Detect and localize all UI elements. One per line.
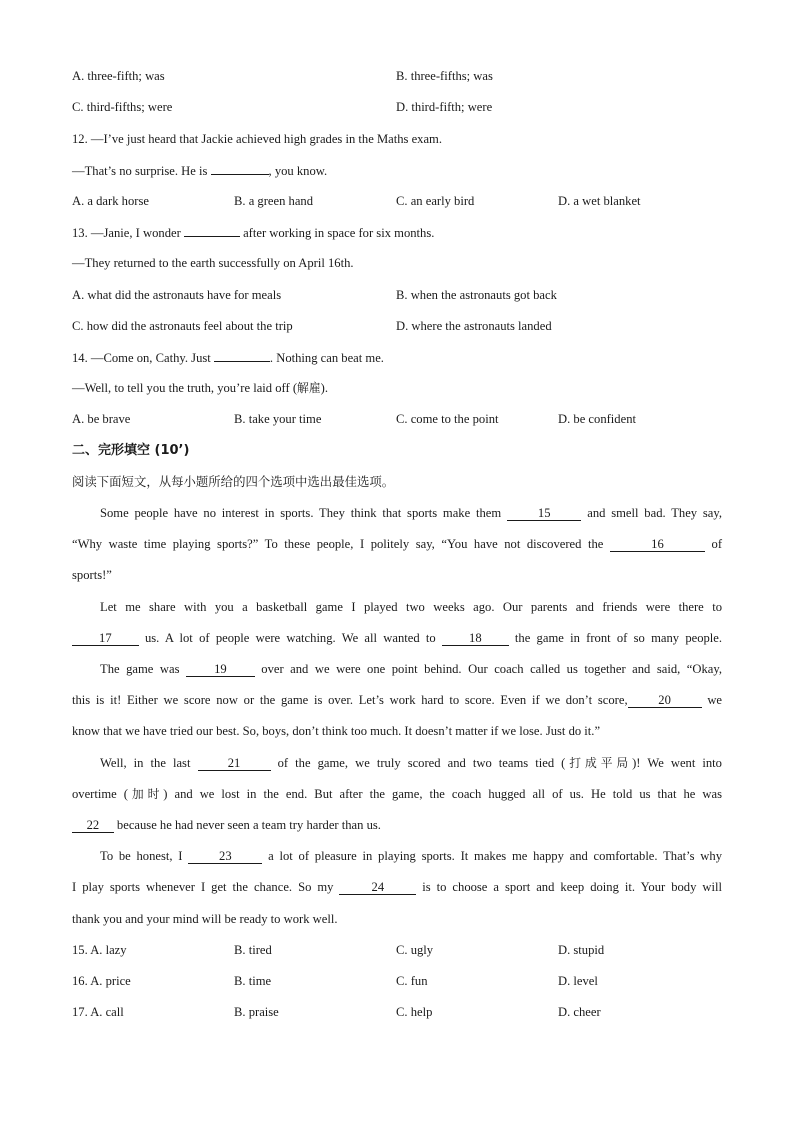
q12-answer-blank [211,160,269,175]
blank-16 [610,537,705,552]
q11-option-d: D. third-fifth; were [396,100,493,114]
q16-options [72,971,722,991]
passage-cjk-gloss: 加时 [128,787,164,801]
blank-17-number: 17 [99,631,112,645]
blank-15-number: 15 [537,506,551,520]
blank-19-number: 19 [214,662,227,676]
q12-reply-pre: —That’s no surprise. He is [72,164,211,178]
q12-reply-post: , you know. [268,164,328,178]
q16-option-c: C. fun [396,974,428,988]
passage-line-6 [72,659,722,679]
q14-option-d: D. be confident [558,412,636,426]
q11-option-a: A. three-fifth; was [72,69,165,83]
q13-options-row-2 [72,316,722,336]
blank-15 [507,506,582,521]
passage-text: “Why waste time playing sports?” To these people, I politely say, “You have not discovered the [72,537,610,551]
q17-option-a: 17. A. call [72,1005,124,1019]
blank-18-number: 18 [469,631,482,645]
q15-option-d: D. stupid [558,943,605,957]
q17-options [72,1002,722,1022]
passage-line-10 [72,784,722,804]
q14-option-a: A. be brave [72,412,131,426]
q14-stem [72,347,722,367]
q13-stem-post: after working in space for six months. [239,226,435,240]
blank-22 [72,818,114,833]
q16-option-b: B. time [234,974,272,988]
passage-line-7 [72,690,722,710]
passage-text: I play sports whenever I get the chance. So my [72,880,340,894]
q17-option-b: B. praise [234,1005,279,1019]
q13-option-c: C. how did the astronauts feel about the trip [72,319,293,333]
passage-line-2 [72,534,722,554]
q14-option-b: B. take your time [234,412,322,426]
passage-text: the game in front of so many people. [508,631,723,645]
q11-options-row-2 [72,97,722,117]
q14-stem-pre: 14. —Come on, Cathy. Just [72,351,214,365]
passage-text: The game was [100,662,186,676]
q14-reply-pre: —Well, to tell you the truth, you’re laid off ( [72,381,298,395]
q13-option-a: A. what did the astronauts have for meals [72,288,282,302]
passage-line-3: sports!” [72,568,112,582]
q12-stem: 12. —I’ve just heard that Jackie achieved high grades in the Maths exam. [72,132,442,146]
passage-text: of [704,537,723,551]
passage-text: a lot of pleasure in playing sports. It makes me happy and comfortable. That’s why [262,849,722,863]
passage-text: we [701,693,722,707]
q11-options-row-1 [72,66,722,86]
q12-options [72,191,722,211]
passage-text: because he had never seen a team try harder than us. [113,818,381,832]
passage-text: )! We went into [632,756,722,770]
passage-text: overtime ( [72,787,128,801]
blank-16-number: 16 [651,537,664,551]
passage-line-5 [72,628,722,648]
q15-option-a: 15. A. lazy [72,943,127,957]
passage-line-8: know that we have tried our best. So, boys, don’t think too much. It doesn’t matter if we lose. Just do it.” [72,724,601,738]
blank-18 [442,631,509,646]
passage-line-1 [72,503,722,523]
blank-24 [339,880,416,895]
passage-line-14: thank you and your mind will be ready to work well. [72,912,338,926]
blank-20 [628,693,702,708]
q12-option-d: D. a wet blanket [558,194,641,208]
q13-options-row-1 [72,285,722,305]
q14-reply [72,378,722,398]
q14-options [72,409,722,429]
blank-21 [198,756,271,771]
passage-text: and smell bad. They say, [581,506,722,520]
q17-option-d: D. cheer [558,1005,601,1019]
q15-options [72,940,722,960]
blank-23-number: 23 [219,849,232,863]
section-heading: 二、完形填空 (10’) [72,443,190,458]
q13-stem [72,222,722,242]
passage-text: over and we were one point behind. Our coach called us together and said, “Okay, [254,662,723,676]
passage-text: Well, in the last [100,756,198,770]
section-instruction: 阅读下面短文，从每小题所给的四个选项中选出最佳选项。 [72,474,395,489]
passage-text: this is it! Either we score now or the game is over. Let’s work hard to score. Even if we don’t score, [72,693,628,707]
blank-20-number: 20 [658,693,671,707]
blank-22-number: 22 [86,818,100,832]
q12-option-b: B. a green hand [234,194,314,208]
passage-line-11 [72,815,722,835]
q14-answer-blank [214,347,270,362]
q13-stem-pre: 13. —Janie, I wonder [72,226,184,240]
q13-answer-blank [184,222,240,237]
q15-option-b: B. tired [234,943,272,957]
q17-option-c: C. help [396,1005,433,1019]
q11-option-c: C. third-fifths; were [72,100,173,114]
q14-reply-cjk: 解雇 [297,381,321,395]
q13-option-d: D. where the astronauts landed [396,319,552,333]
passage-text: us. A lot of people were watching. We all wanted to [138,631,442,645]
q15-option-c: C. ugly [396,943,434,957]
passage-text: ) and we lost in the end. But after the game, the coach hugged all of us. He told us that he was [163,787,722,801]
q13-reply: —They returned to the earth successfully on April 16th. [72,256,354,270]
q16-option-d: D. level [558,974,598,988]
passage-text: Some people have no interest in sports. They think that sports make them [100,506,507,520]
blank-23 [188,849,262,864]
q12-option-c: C. an early bird [396,194,475,208]
q11-option-b: B. three-fifths; was [396,69,493,83]
blank-21-number: 21 [227,756,241,770]
passage-cjk-gloss: 打成平局 [565,756,633,770]
passage-line-9 [72,753,722,773]
q12-option-a: A. a dark horse [72,194,149,208]
passage-text: of the game, we truly scored and two teams tied ( [270,756,566,770]
q14-option-c: C. come to the point [396,412,499,426]
blank-19 [186,662,255,677]
q14-reply-post: ). [320,381,328,395]
passage-text: To be honest, I [100,849,189,863]
q14-stem-post: . Nothing can beat me. [269,351,384,365]
q13-option-b: B. when the astronauts got back [396,288,557,302]
q16-option-a: 16. A. price [72,974,131,988]
passage-line-4: Let me share with you a basketball game I played two weeks ago. Our parents and friends were there to [100,600,722,614]
passage-line-12 [72,846,722,866]
blank-17 [72,631,139,646]
q12-reply [72,160,722,180]
passage-line-13 [72,877,722,897]
blank-24-number: 24 [371,880,385,894]
passage-text: is to choose a sport and keep doing it. Your body will [416,880,722,894]
